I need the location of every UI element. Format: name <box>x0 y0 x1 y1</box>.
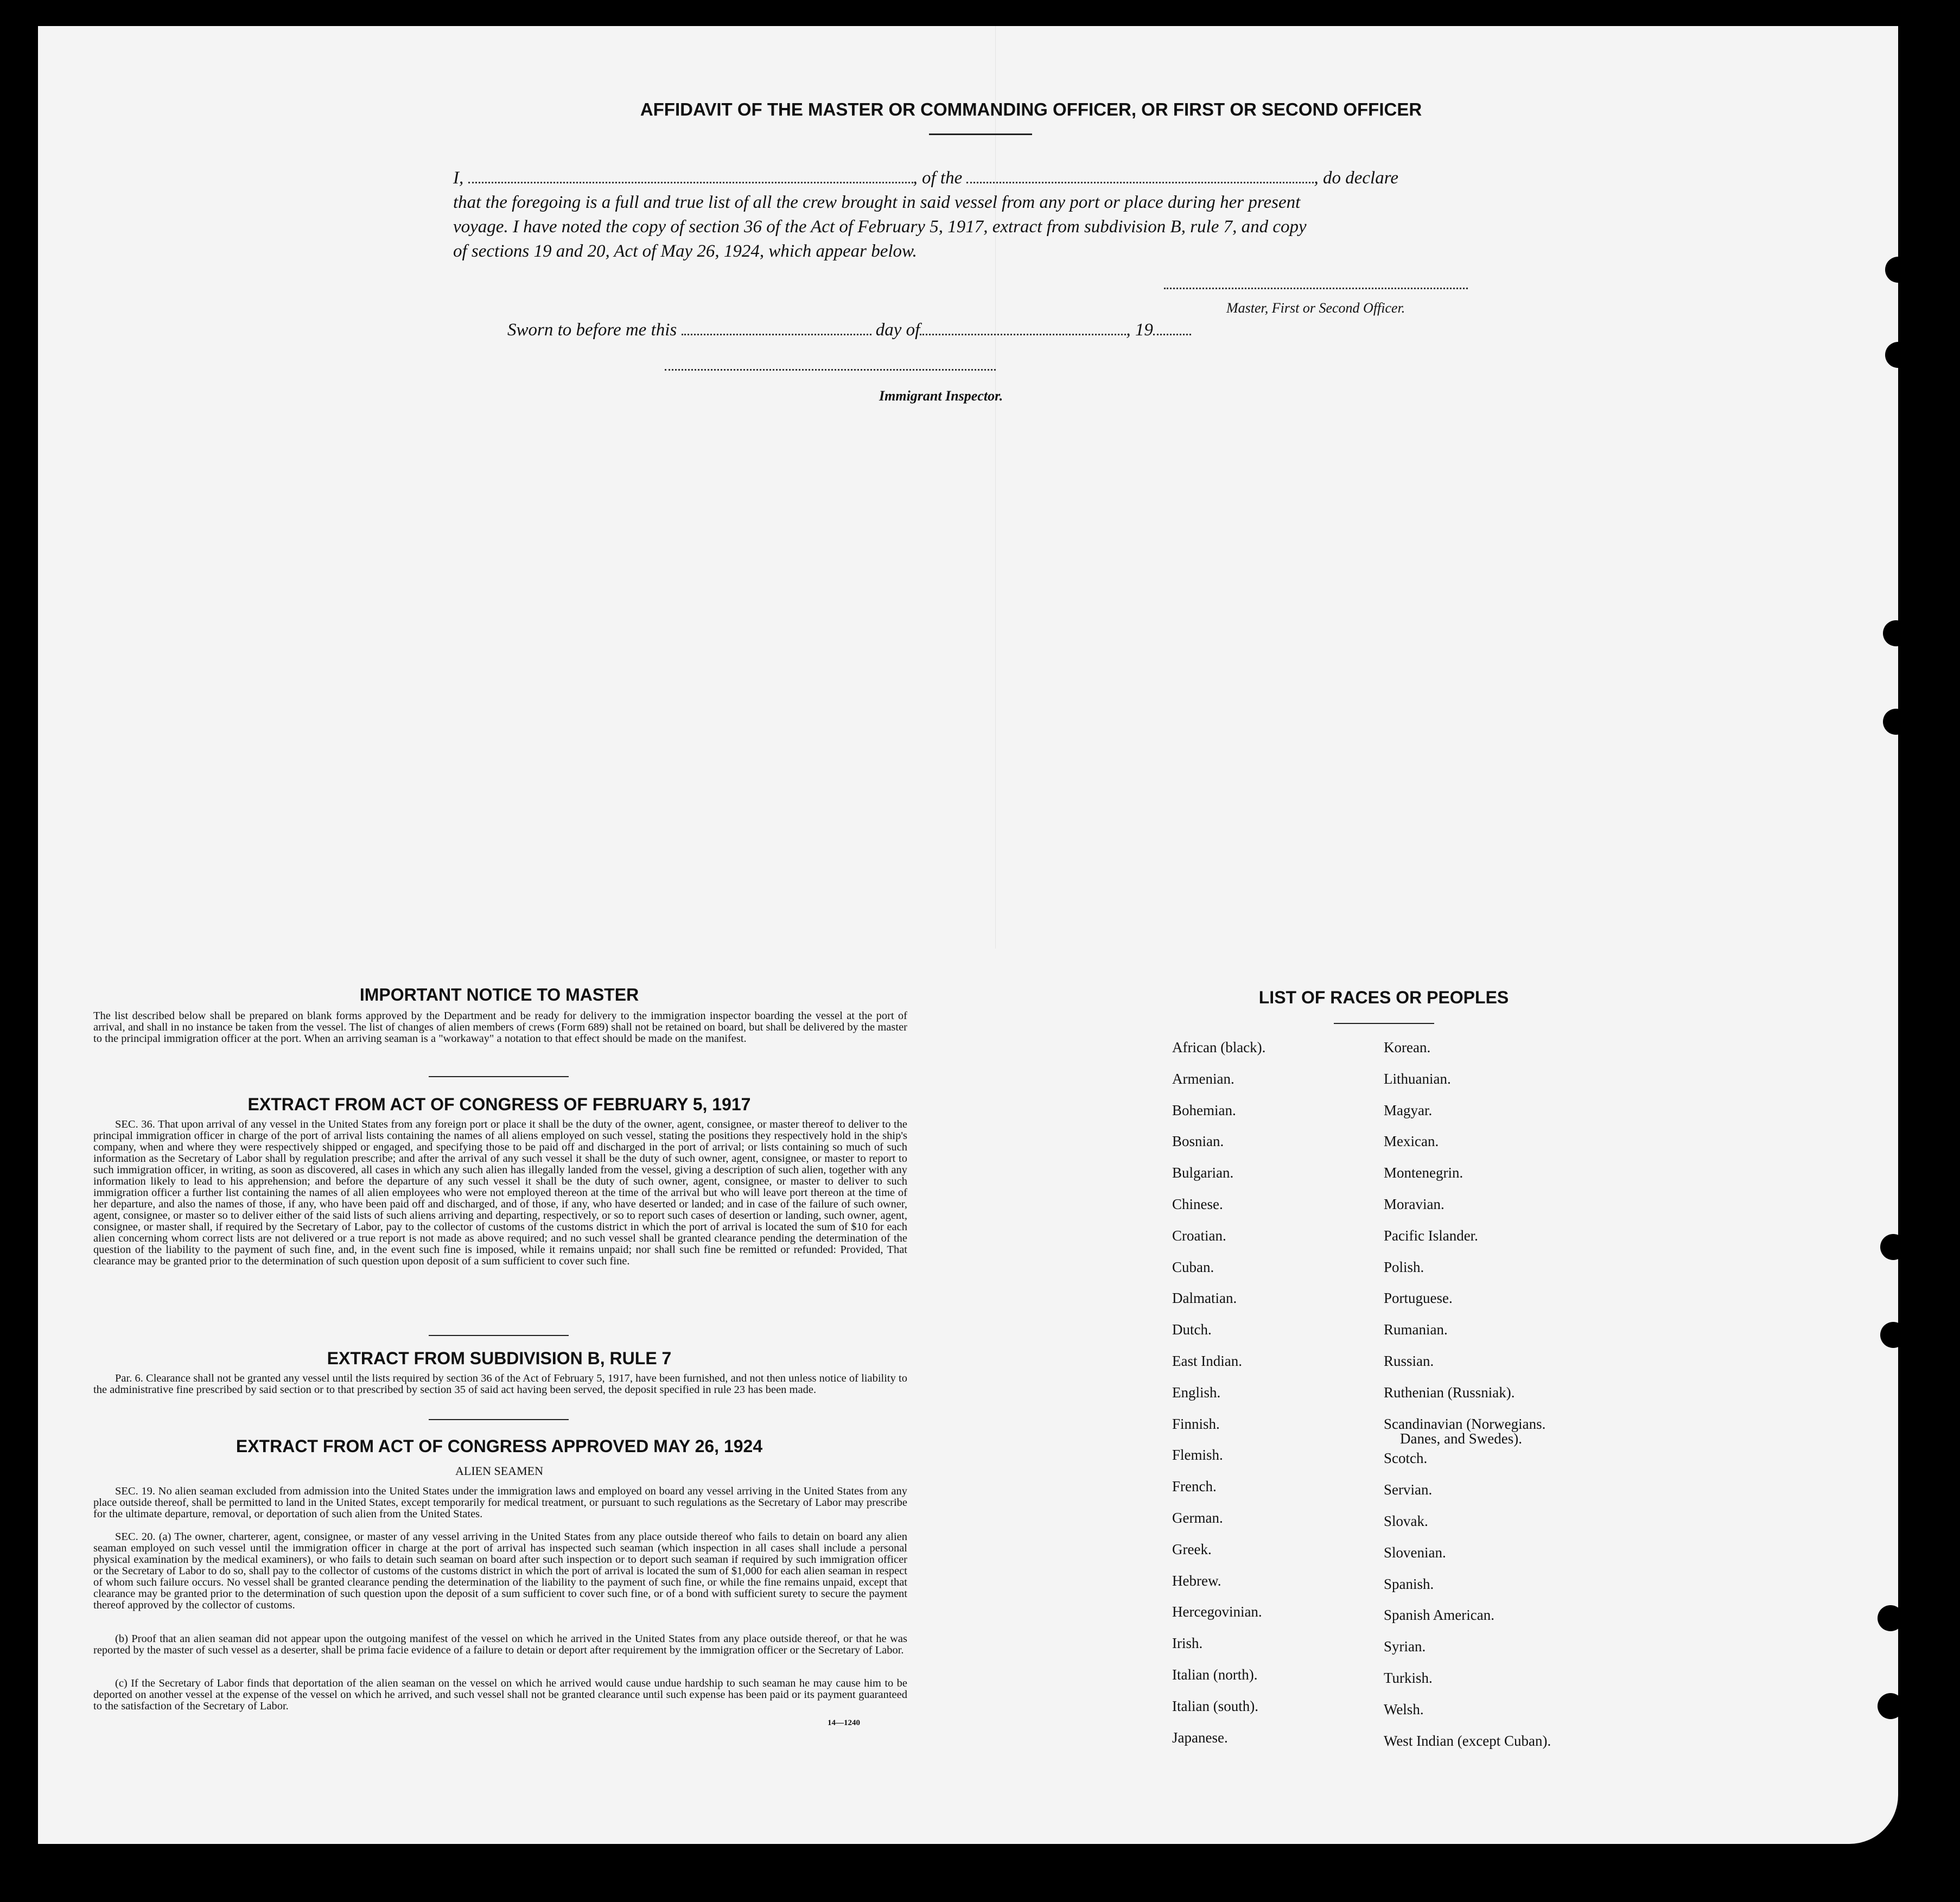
race-item: Dutch. <box>1172 1321 1212 1338</box>
race-item: Chinese. <box>1172 1196 1223 1212</box>
punch-hole <box>1883 620 1909 646</box>
race-item: Bulgarian. <box>1172 1165 1234 1181</box>
notice-title: IMPORTANT NOTICE TO MASTER <box>359 985 639 1004</box>
punch-hole <box>1883 709 1909 735</box>
races-title: LIST OF RACES OR PEOPLES <box>1258 988 1509 1007</box>
inspector-label: Immigrant Inspector. <box>879 388 1003 404</box>
title-divider <box>929 133 1032 135</box>
extract-rule7-title: EXTRACT FROM SUBDIVISION B, RULE 7 <box>327 1348 672 1368</box>
race-item: Flemish. <box>1172 1447 1223 1464</box>
race-item: English. <box>1172 1384 1221 1401</box>
race-item: Magyar. <box>1384 1102 1433 1118</box>
race-item: French. <box>1172 1478 1217 1495</box>
notice-body: The list described below shall be prepared on blank forms approved by the Department and be ready for delivery to the immigration inspector boarding the vessel at the port of arrival, and shall in no instance be taken from the vessel. The list of changes of alien members of crews (Form 689) shall not be retained on board, but shall be delivered by the master to the principal immigration officer at the port. When an arriving seaman is a "workaway" a notation to that effect should be made on the manifest. <box>93 1010 907 1045</box>
race-item: African (black). <box>1172 1039 1266 1055</box>
race-item: Spanish American. <box>1384 1607 1494 1624</box>
section-divider <box>429 1419 569 1420</box>
race-item: Japanese. <box>1172 1729 1228 1746</box>
race-item: Scandinavian (Norwegians. <box>1384 1415 1546 1432</box>
race-item: Syrian. <box>1384 1638 1426 1655</box>
inspector-signature-field[interactable] <box>665 369 996 371</box>
race-item: Turkish. <box>1384 1670 1433 1686</box>
punch-hole <box>1880 1322 1906 1348</box>
race-item: Italian (south). <box>1172 1697 1258 1714</box>
punch-hole <box>1878 1605 1904 1631</box>
race-item: Rumanian. <box>1384 1321 1448 1338</box>
race-item: Greek. <box>1172 1541 1212 1557</box>
page-fold <box>995 26 996 949</box>
race-item: Hercegovinian. <box>1172 1604 1262 1620</box>
race-item: Irish. <box>1172 1635 1203 1652</box>
punch-hole <box>1885 342 1911 368</box>
race-item: Servian. <box>1384 1481 1433 1498</box>
affidavit-declare: , do declare <box>1314 168 1398 188</box>
extract-1924-sec19: SEC. 19. No alien seaman excluded from admission into the United States under the immigration laws and employed on board any vessel arriving in the United States from any place outside thereof, shall be permitted to land in the United States, except temporarily for medical treatment, or pursuant to such regulations as the Secretary of Labor may prescribe for the ultimate departure, removal, or deportation of such alien from the United States. <box>93 1485 907 1520</box>
extract-1917-body: SEC. 36. That upon arrival of any vessel in the United States from any foreign port or place it shall be the duty of the owner, agent, consignee, or master thereof to deliver to the principal immigration officer in charge of the port of arrival lists containing the names of all aliens employed on such vessel, stating the positions they respectively hold in the ship's company, when and where they were respectively shipped or engaged, and specifying those to be paid off and discharged in the port of arrival; or lists containing so much of such information as the Secretary of Labor shall by regulation prescribe; and after the arrival of any such vessel it shall be the duty of such owner, agent, consignee, or master to report to such immigration officer, in writing, as soon as discovered, all cases in which any such alien has illegally landed from the vessel, giving a description of such alien, together with any information likely to lead to his apprehension; and before the departure of any such vessel it shall be the duty of such owner, agent, consignee, or master to deliver to such immigration officer a further list containing the names of all alien employees who were not employed thereon at the time of the arrival but who will leave port thereon at the time of her departure, and also the names of those, if any, who have been paid off and discharged, and of those, if any, who have deserted or landed; and in case of the failure of such owner, agent, consignee, or master so to deliver either of the said lists of such aliens arriving and departing, respectively, or so to report such cases of desertion or landing, such owner, agent, consignee, or master shall, if required by the Secretary of Labor, pay to the collector of customs of the customs district in which the port of arrival is located the sum of $10 for each alien concerning whom correct lists are not delivered or a true report is not made as above required; and no such vessel shall be granted clearance pending the determination of the question of the liability to the payment of such fine, and, in the event such fine is imposed, while it remains unpaid; nor shall such fine be remitted or refunded: Provided, That clearance may be granted prior to the determination of such question upon deposit of a sum sufficient to cover such fine. <box>93 1118 907 1267</box>
sworn-year: , 19 <box>1126 320 1153 340</box>
race-item: Hebrew. <box>1172 1572 1221 1589</box>
sworn-day-of: day of <box>875 320 920 340</box>
sworn-line <box>507 320 1191 340</box>
extract-1917-title: EXTRACT FROM ACT OF CONGRESS OF FEBRUARY 5, 1917 <box>247 1095 751 1114</box>
race-item: Scotch. <box>1384 1450 1428 1467</box>
race-item: Dalmatian. <box>1172 1290 1237 1307</box>
vessel-name-field[interactable] <box>966 182 1314 183</box>
sworn-year-field[interactable] <box>1153 334 1191 335</box>
master-signature-field[interactable] <box>1164 288 1468 289</box>
race-item: Pacific Islander. <box>1384 1227 1478 1244</box>
officer-name-field[interactable] <box>468 182 913 183</box>
affidavit-of-the: , of the <box>913 168 963 188</box>
race-item: Armenian. <box>1172 1070 1234 1087</box>
race-item: Slovak. <box>1384 1513 1428 1529</box>
race-item: Moravian. <box>1384 1196 1444 1212</box>
race-item: Montenegrin. <box>1384 1165 1463 1181</box>
affidavit-line-1 <box>453 168 1506 188</box>
race-item: Russian. <box>1384 1353 1434 1369</box>
race-item: Portuguese. <box>1384 1290 1453 1307</box>
affidavit-i: I, <box>453 168 464 188</box>
extract-rule7-body: Par. 6. Clearance shall not be granted any vessel until the lists required by section 36 of the Act of February 5, 1917, have been furnished, and not then unless notice of liability to the administrative fine prescribed by said section or to that prescribed by section 35 of said act having been served, the deposit specified in rule 23 has been made. <box>93 1372 907 1396</box>
sworn-month-field[interactable] <box>920 334 1126 335</box>
sworn-date-field[interactable] <box>682 334 871 335</box>
race-item: Croatian. <box>1172 1227 1226 1244</box>
affidavit-line-4: of sections 19 and 20, Act of May 26, 1924, which appear below. <box>453 241 917 261</box>
race-item: Italian (north). <box>1172 1666 1258 1683</box>
race-item: Finnish. <box>1172 1415 1220 1432</box>
affidavit-title: AFFIDAVIT OF THE MASTER OR COMMANDING OFFICER, OR FIRST OR SECOND OFFICER <box>640 99 1422 119</box>
section-divider <box>429 1076 569 1077</box>
race-item: Cuban. <box>1172 1258 1214 1275</box>
race-item: Korean. <box>1384 1039 1431 1055</box>
master-signature-label: Master, First or Second Officer. <box>1226 300 1405 316</box>
sworn-prefix: Sworn to before me this <box>507 320 677 340</box>
race-item: Lithuanian. <box>1384 1070 1451 1087</box>
race-item: West Indian (except Cuban). <box>1384 1732 1551 1749</box>
race-item: Slovenian. <box>1384 1544 1446 1561</box>
race-item: Bosnian. <box>1172 1133 1224 1150</box>
form-number: 14—1240 <box>828 1719 860 1727</box>
race-item: Polish. <box>1384 1258 1424 1275</box>
punch-hole <box>1885 257 1911 283</box>
section-divider <box>429 1335 569 1336</box>
punch-hole <box>1878 1693 1904 1719</box>
extract-1924-subtitle: ALIEN SEAMEN <box>455 1464 543 1478</box>
race-item: Spanish. <box>1384 1575 1434 1592</box>
race-item: Bohemian. <box>1172 1102 1236 1118</box>
punch-hole <box>1880 1234 1906 1260</box>
race-item: Welsh. <box>1384 1701 1424 1717</box>
races-divider <box>1334 1023 1434 1024</box>
extract-1924-sec20b: (b) Proof that an alien seaman did not appear upon the outgoing manifest of the vessel on which he arrived in the United States from any place outside thereof, or that he was reported by the master of such vessel as a deserter, shall be prima facie evidence of a failure to detain or deport after requirement by the immigration officer or the Secretary of Labor. <box>93 1633 907 1656</box>
race-item: East Indian. <box>1172 1353 1242 1369</box>
affidavit-line-2: that the foregoing is a full and true list of all the crew brought in said vessel from any port or place during her present <box>453 193 1301 212</box>
extract-1924-title: EXTRACT FROM ACT OF CONGRESS APPROVED MAY 26, 1924 <box>236 1436 763 1456</box>
race-item: Mexican. <box>1384 1133 1439 1150</box>
race-item: German. <box>1172 1510 1223 1526</box>
extract-1924-sec20c: (c) If the Secretary of Labor finds that deportation of the alien seaman on the vessel on which he arrived would cause undue hardship to such seaman he may cause him to be deported on another vessel at the expense of the vessel on which he arrived, and such vessel shall not be granted clearance until such expense has been paid or its payment guaranteed to the satisfaction of the Secretary of Labor. <box>93 1677 907 1712</box>
race-item: Ruthenian (Russniak). <box>1384 1384 1515 1401</box>
affidavit-line-3: voyage. I have noted the copy of section 36 of the Act of February 5, 1917, extract from subdivision B, rule 7, and copy <box>453 217 1307 237</box>
extract-1924-sec20a: SEC. 20. (a) The owner, charterer, agent, consignee, or master of any vessel arriving in the United States from any place outside thereof who fails to detain on board any alien seaman employed on such vessel until the immigration officer in charge at the port of arrival has inspected such seaman (which inspection in all cases shall include a personal physical examination by the medical examiners), or who fails to detain such seaman on board after such inspection or to deport such seaman if required by such immigration officer or the Secretary of Labor to do so, shall pay to the collector of customs of the customs district in which the port of arrival is located the sum of $1,000 for each alien seaman in respect of whom such failure occurs. No vessel shall be granted clearance pending the determination of the liability to the payment of such fine, or while the fine remains unpaid, except that clearance may be granted prior to the determination of such question upon the deposit of a sum sufficient to cover such fine, or of a bond with sufficient surety to secure the payment thereof approved by the collector of customs. <box>93 1531 907 1611</box>
race-item-continuation: Danes, and Swedes). <box>1400 1430 1522 1447</box>
